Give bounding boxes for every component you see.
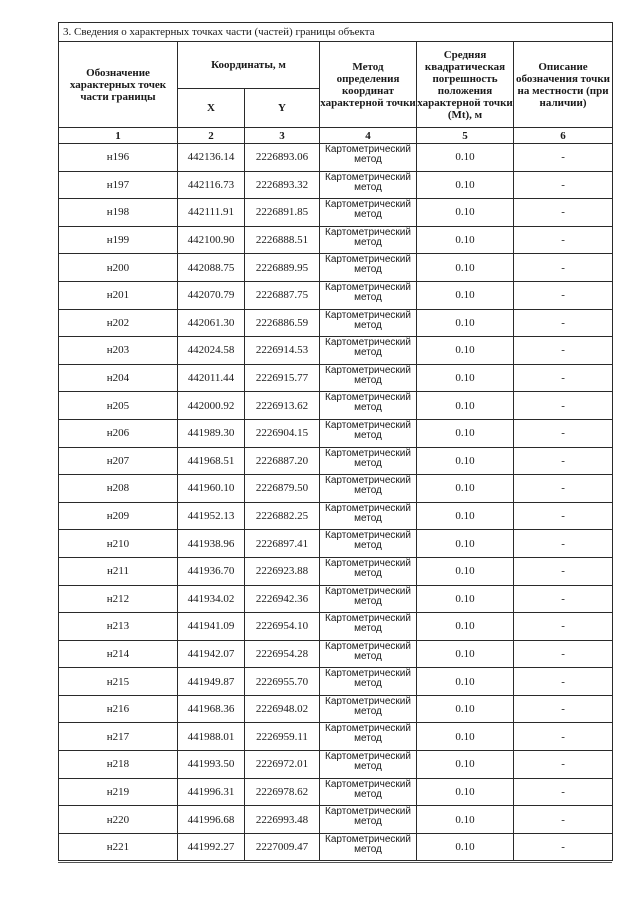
mean-error: 0.10 [417, 281, 514, 309]
point-description: - [514, 309, 613, 337]
coord-y: 2226897.41 [245, 530, 320, 558]
section-title: 3. Сведения о характерных точках части (частей) границы объекта [59, 23, 613, 42]
table-row [59, 640, 613, 668]
method: Картометрический метод [320, 171, 417, 199]
mean-error: 0.10 [417, 199, 514, 227]
table-row [59, 419, 613, 447]
coord-x: 441993.50 [178, 751, 245, 779]
method: Картометрический метод [320, 364, 417, 392]
mean-error: 0.10 [417, 668, 514, 696]
coord-y: 2226942.36 [245, 585, 320, 613]
method: Картометрический метод [320, 723, 417, 751]
coord-x: 442011.44 [178, 364, 245, 392]
table-row [59, 475, 613, 503]
mean-error: 0.10 [417, 392, 514, 420]
coord-x: 442070.79 [178, 281, 245, 309]
point-name: н196 [59, 144, 178, 172]
mean-error: 0.10 [417, 778, 514, 806]
coord-y: 2226913.62 [245, 392, 320, 420]
coord-x: 441936.70 [178, 557, 245, 585]
method: Картометрический метод [320, 751, 417, 779]
mean-error: 0.10 [417, 530, 514, 558]
point-description: - [514, 447, 613, 475]
coord-y: 2226891.85 [245, 199, 320, 227]
point-name: н204 [59, 364, 178, 392]
point-name: н209 [59, 502, 178, 530]
method: Картометрический метод [320, 254, 417, 282]
table-row [59, 337, 613, 365]
point-name: н199 [59, 226, 178, 254]
coord-y: 2226889.95 [245, 254, 320, 282]
method: Картометрический метод [320, 806, 417, 834]
page-bottom-rule [58, 862, 612, 863]
mean-error: 0.10 [417, 309, 514, 337]
method: Картометрический метод [320, 419, 417, 447]
point-description: - [514, 337, 613, 365]
point-name: н206 [59, 419, 178, 447]
table-row [59, 447, 613, 475]
point-name: н201 [59, 281, 178, 309]
point-name: н208 [59, 475, 178, 503]
point-description: - [514, 475, 613, 503]
point-description: - [514, 833, 613, 861]
coord-x: 442100.90 [178, 226, 245, 254]
point-description: - [514, 723, 613, 751]
point-name: н202 [59, 309, 178, 337]
point-name: н215 [59, 668, 178, 696]
header-coordinates: Координаты, м [178, 42, 320, 89]
table-row [59, 530, 613, 558]
mean-error: 0.10 [417, 226, 514, 254]
header-error: Средняя квадратическая погрешность положения характерной точки (Mt), м [417, 42, 514, 128]
column-number: 2 [178, 128, 245, 144]
method: Картометрический метод [320, 392, 417, 420]
coord-y: 2226887.20 [245, 447, 320, 475]
table-row [59, 254, 613, 282]
coord-x: 441960.10 [178, 475, 245, 503]
coord-x: 441934.02 [178, 585, 245, 613]
point-description: - [514, 171, 613, 199]
point-description: - [514, 806, 613, 834]
method: Картометрический метод [320, 281, 417, 309]
point-description: - [514, 778, 613, 806]
table-row [59, 557, 613, 585]
mean-error: 0.10 [417, 337, 514, 365]
coord-y: 2226904.15 [245, 419, 320, 447]
point-name: н221 [59, 833, 178, 861]
method: Картометрический метод [320, 613, 417, 641]
section-title-row [59, 23, 613, 42]
coord-x: 442116.73 [178, 171, 245, 199]
mean-error: 0.10 [417, 695, 514, 723]
point-name: н198 [59, 199, 178, 227]
coord-x: 442061.30 [178, 309, 245, 337]
method: Картометрический метод [320, 337, 417, 365]
table-row [59, 392, 613, 420]
method: Картометрический метод [320, 695, 417, 723]
method: Картометрический метод [320, 447, 417, 475]
point-description: - [514, 613, 613, 641]
point-description: - [514, 392, 613, 420]
coord-x: 441996.31 [178, 778, 245, 806]
point-description: - [514, 364, 613, 392]
header-designation: Обозначение характерных точек части границы [59, 42, 178, 128]
column-number: 5 [417, 128, 514, 144]
method: Картометрический метод [320, 640, 417, 668]
point-name: н218 [59, 751, 178, 779]
characteristic-points-table [58, 22, 613, 861]
coord-y: 2226954.28 [245, 640, 320, 668]
table-row [59, 281, 613, 309]
mean-error: 0.10 [417, 613, 514, 641]
header-y: Y [245, 89, 320, 128]
point-description: - [514, 751, 613, 779]
mean-error: 0.10 [417, 557, 514, 585]
coord-x: 441996.68 [178, 806, 245, 834]
mean-error: 0.10 [417, 475, 514, 503]
point-name: н217 [59, 723, 178, 751]
column-number: 3 [245, 128, 320, 144]
point-description: - [514, 419, 613, 447]
column-number: 6 [514, 128, 613, 144]
coord-y: 2226882.25 [245, 502, 320, 530]
coord-x: 441938.96 [178, 530, 245, 558]
point-name: н211 [59, 557, 178, 585]
table-row [59, 723, 613, 751]
coord-x: 441989.30 [178, 419, 245, 447]
point-description: - [514, 226, 613, 254]
table-row [59, 502, 613, 530]
header-row-main [59, 42, 613, 89]
table-body [59, 144, 613, 861]
point-name: н214 [59, 640, 178, 668]
mean-error: 0.10 [417, 806, 514, 834]
table-row [59, 833, 613, 861]
mean-error: 0.10 [417, 144, 514, 172]
coord-x: 441949.87 [178, 668, 245, 696]
point-description: - [514, 557, 613, 585]
coord-x: 441968.36 [178, 695, 245, 723]
coord-y: 2226888.51 [245, 226, 320, 254]
mean-error: 0.10 [417, 171, 514, 199]
mean-error: 0.10 [417, 723, 514, 751]
method: Картометрический метод [320, 475, 417, 503]
table-row [59, 695, 613, 723]
point-description: - [514, 640, 613, 668]
method: Картометрический метод [320, 199, 417, 227]
point-name: н200 [59, 254, 178, 282]
method: Картометрический метод [320, 585, 417, 613]
coord-y: 2226948.02 [245, 695, 320, 723]
method: Картометрический метод [320, 144, 417, 172]
point-description: - [514, 502, 613, 530]
mean-error: 0.10 [417, 833, 514, 861]
coord-y: 2226955.70 [245, 668, 320, 696]
coord-y: 2226886.59 [245, 309, 320, 337]
table-row [59, 806, 613, 834]
point-description: - [514, 695, 613, 723]
point-name: н203 [59, 337, 178, 365]
coord-x: 442024.58 [178, 337, 245, 365]
coord-y: 2226893.06 [245, 144, 320, 172]
coord-x: 441941.09 [178, 613, 245, 641]
coord-y: 2226972.01 [245, 751, 320, 779]
coord-y: 2226915.77 [245, 364, 320, 392]
coord-y: 2226887.75 [245, 281, 320, 309]
method: Картометрический метод [320, 668, 417, 696]
method: Картометрический метод [320, 226, 417, 254]
coord-y: 2226954.10 [245, 613, 320, 641]
point-name: н210 [59, 530, 178, 558]
point-description: - [514, 254, 613, 282]
mean-error: 0.10 [417, 502, 514, 530]
table-row [59, 364, 613, 392]
table-row [59, 171, 613, 199]
table-row [59, 226, 613, 254]
point-description: - [514, 585, 613, 613]
point-name: н205 [59, 392, 178, 420]
coord-x: 441952.13 [178, 502, 245, 530]
coord-x: 442136.14 [178, 144, 245, 172]
point-name: н219 [59, 778, 178, 806]
mean-error: 0.10 [417, 254, 514, 282]
coord-x: 442088.75 [178, 254, 245, 282]
column-number-row [59, 128, 613, 144]
document-sheet [58, 22, 612, 861]
point-name: н213 [59, 613, 178, 641]
point-name: н207 [59, 447, 178, 475]
header-method: Метод определения координат характерной точки [320, 42, 417, 128]
mean-error: 0.10 [417, 585, 514, 613]
point-description: - [514, 144, 613, 172]
table-row [59, 751, 613, 779]
table-row [59, 585, 613, 613]
method: Картометрический метод [320, 557, 417, 585]
method: Картометрический метод [320, 502, 417, 530]
method: Картометрический метод [320, 309, 417, 337]
coord-y: 2227009.47 [245, 833, 320, 861]
point-description: - [514, 530, 613, 558]
coord-x: 442000.92 [178, 392, 245, 420]
point-description: - [514, 281, 613, 309]
coord-x: 441942.07 [178, 640, 245, 668]
coord-y: 2226923.88 [245, 557, 320, 585]
coord-y: 2226959.11 [245, 723, 320, 751]
mean-error: 0.10 [417, 364, 514, 392]
table-row [59, 668, 613, 696]
method: Картометрический метод [320, 778, 417, 806]
header-description: Описание обозначения точки на местности (при наличии) [514, 42, 613, 128]
table-row [59, 309, 613, 337]
coord-y: 2226893.32 [245, 171, 320, 199]
coord-y: 2226993.48 [245, 806, 320, 834]
point-description: - [514, 199, 613, 227]
column-number: 1 [59, 128, 178, 144]
coord-y: 2226879.50 [245, 475, 320, 503]
table-row [59, 199, 613, 227]
mean-error: 0.10 [417, 419, 514, 447]
coord-y: 2226978.62 [245, 778, 320, 806]
mean-error: 0.10 [417, 640, 514, 668]
point-name: н212 [59, 585, 178, 613]
table-row [59, 144, 613, 172]
mean-error: 0.10 [417, 751, 514, 779]
point-name: н220 [59, 806, 178, 834]
table-row [59, 613, 613, 641]
column-number: 4 [320, 128, 417, 144]
mean-error: 0.10 [417, 447, 514, 475]
coord-y: 2226914.53 [245, 337, 320, 365]
coord-x: 441968.51 [178, 447, 245, 475]
coord-x: 441988.01 [178, 723, 245, 751]
table-row [59, 778, 613, 806]
point-name: н216 [59, 695, 178, 723]
coord-x: 441992.27 [178, 833, 245, 861]
point-name: н197 [59, 171, 178, 199]
point-description: - [514, 668, 613, 696]
method: Картометрический метод [320, 530, 417, 558]
coord-x: 442111.91 [178, 199, 245, 227]
method: Картометрический метод [320, 833, 417, 861]
header-x: X [178, 89, 245, 128]
